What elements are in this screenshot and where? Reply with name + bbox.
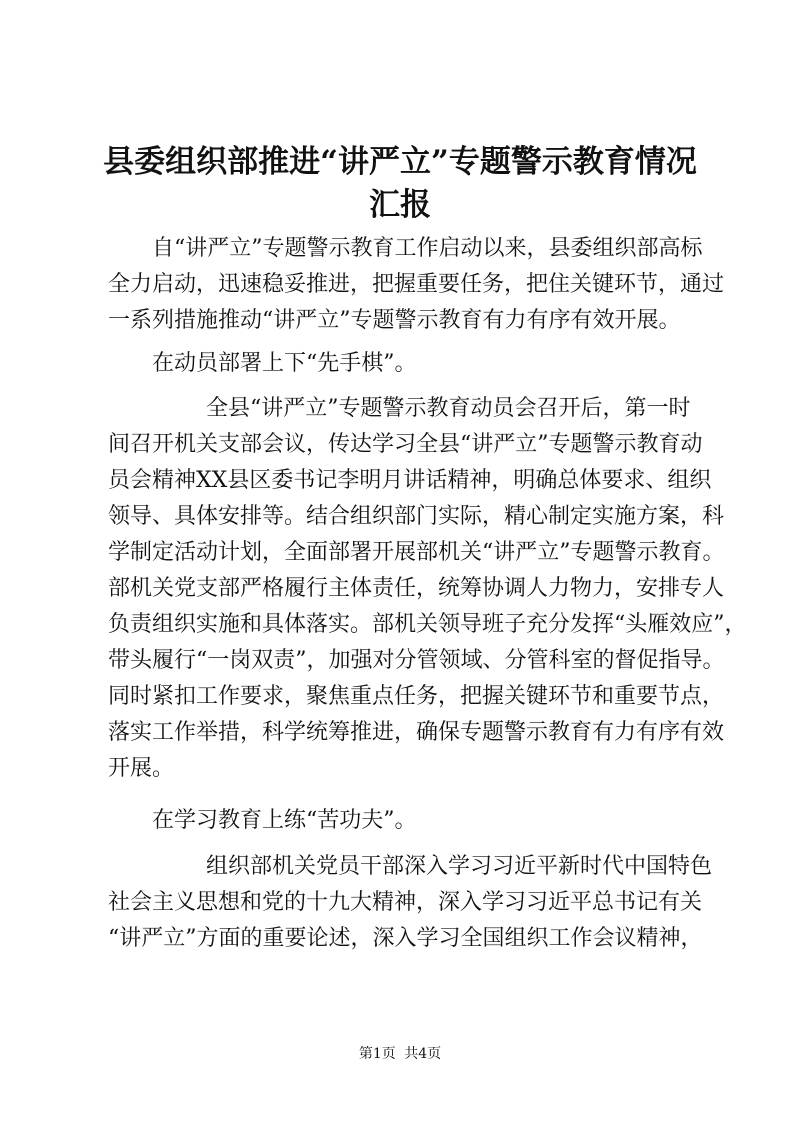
section-1-line: 全县“讲严立”专题警示教育动员会召开后，第一时 [206,396,691,421]
document-title-line-1: 县委组织部推进“讲严立”专题警示教育情况 [103,144,697,180]
section-1-line: 间召开机关支部会议，传达学习全县“讲严立”专题警示教育动 [108,432,703,457]
section-heading-1: 在动员部署上下“先手棋”。 [152,351,417,376]
page-footer [0,1043,800,1063]
section-1-line: 同时紧扣工作要求，聚焦重点任务，把握关键环节和重要节点， [108,684,725,709]
intro-line: 全力启动，迅速稳妥推进，把握重要任务，把住关键环节，通过 [108,272,725,297]
section-1-line: 员会精神XX县区委书记李明月讲话精神，明确总体要求、组织 [108,468,712,493]
section-2-line: “讲严立”方面的重要论述，深入学习全国组织工作会议精神， [108,926,703,951]
section-1-line: 开展。 [108,756,175,781]
page-total: 共4页 [404,1046,442,1062]
document-title-line-2: 汇报 [369,187,431,223]
section-1-line: 落实工作举措，科学统筹推进，确保专题警示教育有力有序有效 [108,720,725,745]
section-1-line: 负责组织实施和具体落实。部机关领导班子充分发挥“头雁效应”， [108,612,747,637]
section-2-line: 社会主义思想和党的十九大精神，深入学习习近平总书记有关 [108,890,703,915]
intro-line: 一系列措施推动“讲严立”专题警示教育有力有序有效开展。 [108,308,681,333]
section-heading-2: 在学习教育上练“苦功夫”。 [152,808,417,833]
section-1-line: 领导、具体安排等。结合组织部门实际，精心制定实施方案，科 [108,504,725,529]
section-2-line: 组织部机关党员干部深入学习习近平新时代中国特色 [206,854,713,879]
intro-line: 自“讲严立”专题警示教育工作启动以来，县委组织部高标 [152,236,703,261]
section-1-line: 带头履行“一岗双责”，加强对分管领域、分管科室的督促指导。 [108,648,725,673]
section-1-line: 部机关党支部严格履行主体责任，统筹协调人力物力，安排专人 [108,576,725,601]
section-1-line: 学制定活动计划，全面部署开展部机关“讲严立”专题警示教育。 [108,540,725,565]
page-number: 第1页 [358,1046,396,1062]
